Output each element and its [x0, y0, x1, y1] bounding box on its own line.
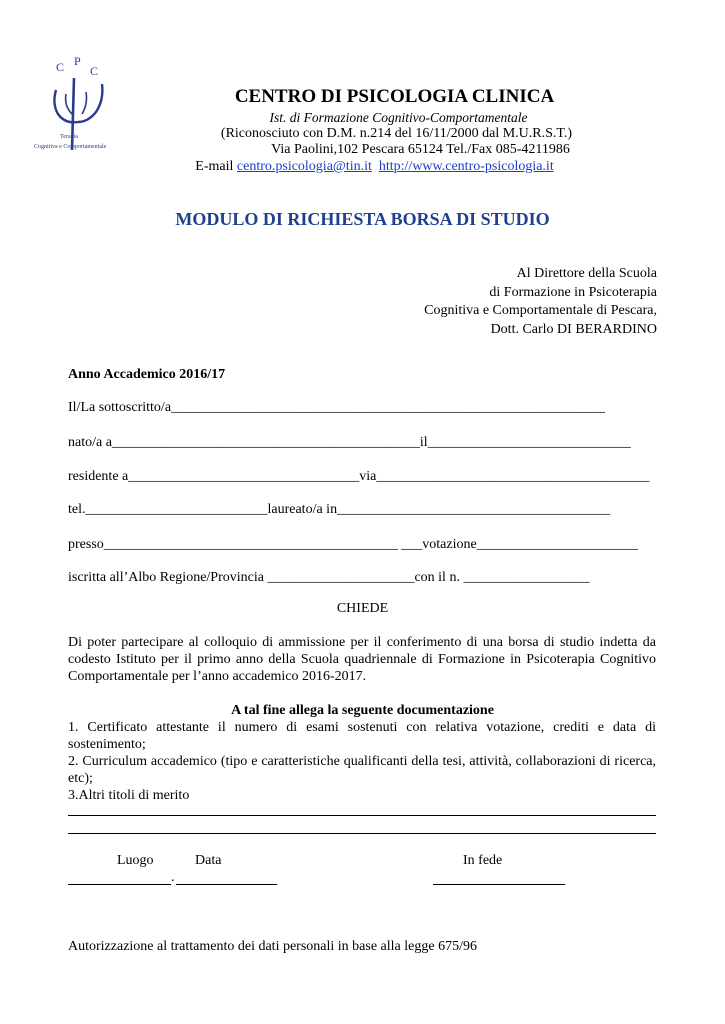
form-title: MODULO DI RICHIESTA BORSA DI STUDIO: [175, 209, 550, 229]
place-date-separator: .: [171, 870, 175, 885]
addressee-line: Cognitiva e Comportamentale di Pescara,: [424, 303, 657, 318]
recognition-line: (Riconosciuto con D.M. n.214 del 16/11/2000 dal M.U.R.S.T.): [220, 126, 573, 141]
logo-letter-c1: C: [56, 60, 65, 74]
email-label: E-mail: [195, 159, 234, 174]
academic-year: Anno Accademico 2016/17: [68, 367, 226, 382]
logo-letter-c2: C: [90, 64, 99, 78]
logo-text-terapia: Terapia: [60, 134, 78, 140]
documentation-item: 2. Curriculum accademico (tipo e caratteristiche qualificanti della tesi, attività, collaborazioni di ricerca, etc);: [68, 754, 656, 786]
documentation-title: A tal fine allega la seguente documentazione: [231, 703, 494, 718]
documentation-item: 1. Certificato attestante il numero di esami sostenuti con relativa votazione, crediti e data di sostenimento;: [68, 720, 656, 752]
field-register-number[interactable]: iscritta all’Albo Regione/Provincia _____________________con il n. __________________: [68, 570, 590, 585]
field-birth-place-date[interactable]: nato/a a____________________________________________il_____________________________: [68, 435, 631, 450]
date-label: Data: [195, 853, 222, 868]
signature-input-line[interactable]: [433, 884, 565, 885]
place-input-line[interactable]: [68, 884, 171, 885]
address-line: Via Paolini,102 Pescara 65124 Tel./Fax 085-4211986: [271, 142, 570, 157]
date-input-line[interactable]: [176, 884, 277, 885]
contact-line: [12, 159, 725, 175]
addressee-block: [424, 265, 657, 339]
merit-titles-line-2[interactable]: [68, 833, 656, 834]
addressee-line: Dott. Carlo DI BERARDINO: [490, 321, 657, 337]
field-residence-street[interactable]: residente a_________________________________via_______________________________________: [68, 469, 650, 484]
institute-subtitle: Ist. di Formazione Cognitivo-Comportamentale: [269, 110, 528, 125]
email-link[interactable]: centro.psicologia@tin.it: [236, 159, 372, 174]
request-heading: CHIEDE: [336, 601, 389, 616]
documentation-list: [68, 719, 656, 804]
request-paragraph: Di poter partecipare al colloquio di ammissione per il conferimento di una borsa di studio indetta da codesto Istituto per il primo anno della Scuola quadriennale di Formazione in Psicoterapia Cognitivo Comportamentale per l’anno accademico 2016-2017.: [68, 635, 656, 684]
addressee-line: di Formazione in Psicoterapia: [489, 284, 657, 300]
center-title: CENTRO DI PSICOLOGIA CLINICA: [234, 86, 555, 107]
documentation-item: 3.Altri titoli di merito: [68, 788, 190, 803]
place-label: Luogo: [117, 853, 154, 868]
field-full-name[interactable]: Il/La sottoscritto/a______________________________________________________________: [68, 400, 606, 415]
field-phone-degree[interactable]: tel.__________________________laureato/a in_______________________________________: [68, 502, 611, 517]
website-link[interactable]: http://www.centro-psicologia.it: [378, 159, 554, 174]
logo-letter-p: P: [74, 54, 81, 68]
privacy-consent-note: Autorizzazione al trattamento dei dati personali in base alla legge 675/96: [68, 939, 477, 954]
signature-label: In fede: [463, 853, 503, 868]
logo-text-cognitiva: Cognitiva e Comportamentale: [34, 144, 107, 150]
addressee-line: Al Direttore della Scuola: [516, 266, 657, 281]
merit-titles-line-1[interactable]: [68, 815, 656, 816]
field-university-grade[interactable]: presso__________________________________________ ___votazione_______________________: [68, 537, 638, 552]
